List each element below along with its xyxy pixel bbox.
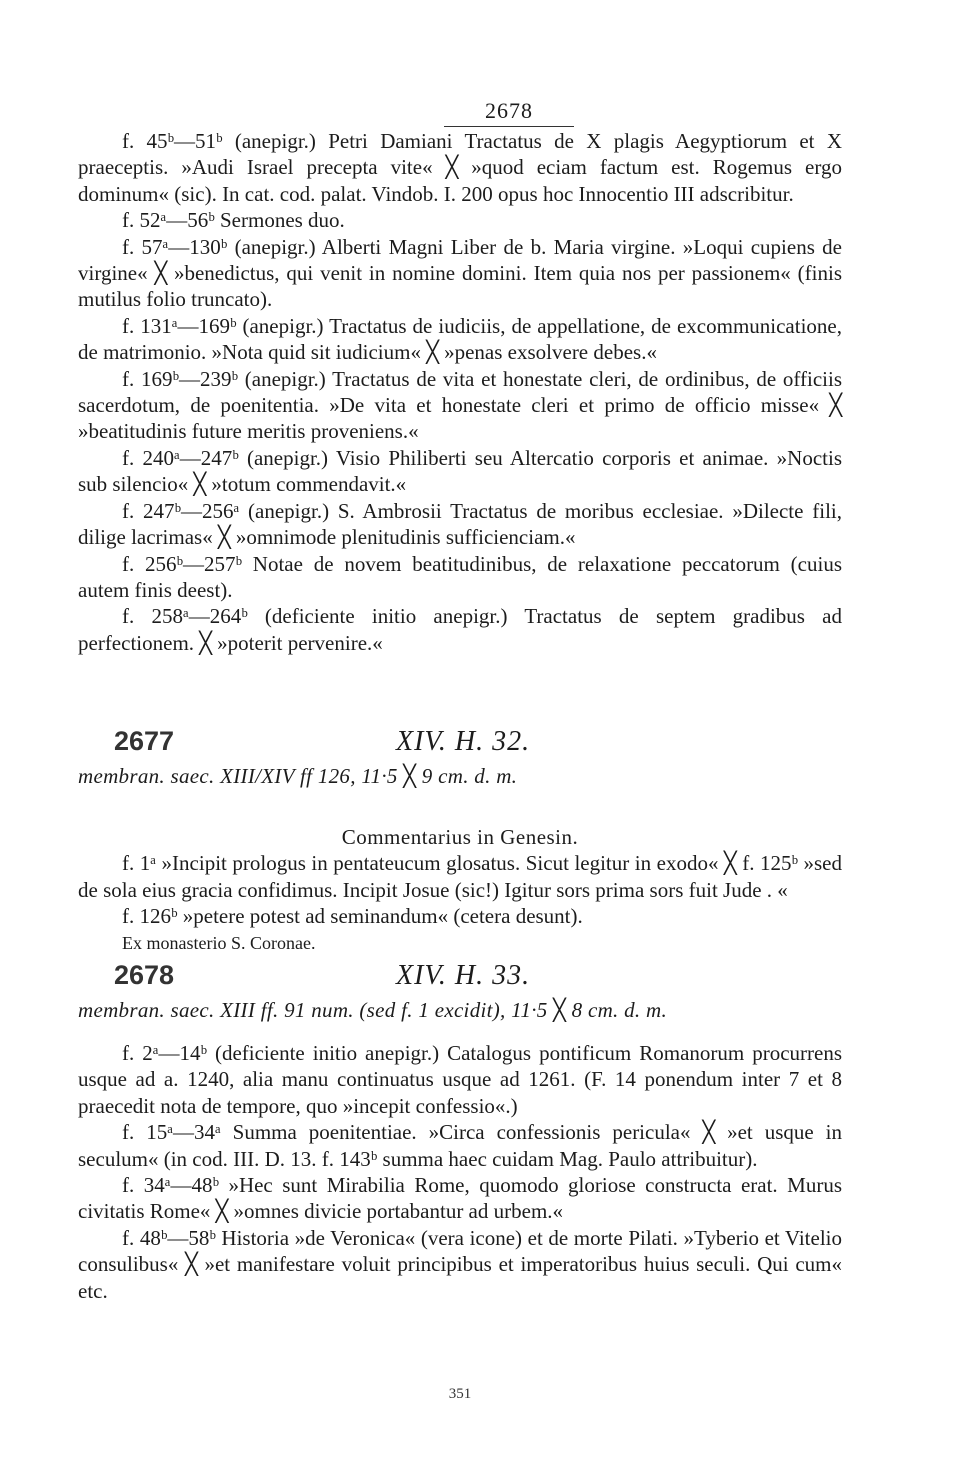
item-paragraph: f. 45ᵇ—51ᵇ (anepigr.) Petri Damiani Tractatus de X plagis Aegyptiorum et X praeceptis. »Audi Israel precepta vite« ╳ »quod eciam factum est. Rogemus ergo dominum« (sic). In cat. cod. palat. Vindob. I. 200 opus hoc Innocentio III adscribitur. (78, 129, 842, 206)
item-paragraph: f. 247ᵇ—256ᵃ (anepigr.) S. Ambrosii Tractatus de moribus ecclesiae. »Dilecte fili, dilige lacrimas« ╳ »omnimode plenitudinis sufficienciam.« (78, 498, 842, 550)
entry-2678-body (78, 1040, 842, 1304)
entry-number: 2678 (114, 960, 175, 990)
entry-2677-body (78, 824, 842, 956)
item-paragraph: f. 169ᵇ—239ᵇ (anepigr.) Tractatus de vita et honestate cleri, de ordinibus, de officiis sacerdotum, de poenitentia. »De vita et honestate cleri et primo de officio misse« ╳ »beatitudinis future meritis proveniens.« (78, 366, 842, 444)
item-paragraph: f. 15ᵃ—34ᵃ Summa poenitentiae. »Circa confessionis pericula« ╳ »et usque in seculum« (in cod. III. D. 13. f. 143ᵇ summa haec cuidam Mag. Paulo attribuitur). (78, 1120, 842, 1171)
shelfmark: XIV. H. 32. (396, 726, 531, 757)
item-paragraph: f. 126ᵇ »petere potest ad seminandum« (cetera desunt). (122, 904, 583, 929)
entry-2676-continuation (78, 128, 842, 656)
item-paragraph: f. 48ᵇ—58ᵇ Historia »de Veronica« (vera icone) et de morte Pilati. »Tyberio et Vitelio consulibus« ╳ »et manifestare voluit principibus et imperatoribus huius seculi. Qui cum« etc. (78, 1225, 842, 1303)
page-number: 351 (448, 1386, 472, 1402)
entry-2678-heading (78, 960, 842, 994)
item-paragraph: f. 131ᵃ—169ᵇ (anepigr.) Tractatus de iudiciis, de appellatione, de excommunicatione, de matrimonio. »Nota quid sit iudicium« ╳ »penas exsolvere debes.« (78, 313, 842, 365)
item-paragraph: f. 2ᵃ—14ᵇ (deficiente initio anepigr.) Catalogus pontificum Romanorum procurrens usque ad a. 1240, alia manu continuatus usque ad 1261. (F. 14 ponendum inter 7 et 8 praecedit nota de tempore, quo »incepit confessio«.) (78, 1041, 842, 1118)
provenance-note: Ex monasterio S. Coronae. (122, 932, 316, 953)
running-head: 2678 (444, 98, 574, 127)
item-paragraph: f. 258ᵃ—264ᵇ (deficiente initio anepigr.) Tractatus de septem gradibus ad perfectionem. ╳ »poterit pervenire.« (78, 604, 842, 655)
entry-title: Commentarius in Genesin. (341, 825, 579, 849)
item-paragraph: f. 240ᵃ—247ᵇ (anepigr.) Visio Philiberti seu Altercatio corporis et animae. »Noctis sub silencio« ╳ »totum commendavit.« (78, 445, 842, 497)
item-paragraph: f. 57ᵃ—130ᵇ (anepigr.) Alberti Magni Liber de b. Maria virgine. »Loqui cupiens de virgine« ╳ »benedictus, qui venit in nomine domini. Item quia nos per passionem« (finis mutilus folio truncato). (78, 234, 842, 312)
item-paragraph: f. 1ᵃ »Incipit prologus in pentateucum glosatus. Sicut legitur in exodo« ╳ f. 125ᵇ »sed de sola eius gracia confidimus. Incipit Josue (sic!) Igitur sors prima sors fuit Jude . « (78, 851, 842, 902)
entry-number: 2677 (114, 726, 175, 756)
entry-description: membran. saec. XIII ff. 91 num. (sed f. 1 excidit), 11·5 ╳ 8 cm. d. m. (78, 998, 668, 1022)
item-paragraph: f. 34ᵃ—48ᵇ »Hec sunt Mirabilia Rome, quomodo gloriose constructa erat. Murus civitatis Rome« ╳ »omnes divicie portabantur ad urbem.« (78, 1173, 842, 1224)
entry-description: membran. saec. XIII/XIV ff 126, 11·5 ╳ 9 cm. d. m. (78, 764, 518, 788)
item-paragraph: f. 52ᵃ—56ᵇ Sermones duo. (122, 208, 345, 233)
item-paragraph: f. 256ᵇ—257ᵇ Notae de novem beatitudinibus, de relaxatione peccatorum (cuius autem finis deest). (78, 551, 842, 602)
shelfmark: XIV. H. 33. (396, 960, 531, 991)
entry-2677-heading (78, 726, 842, 760)
